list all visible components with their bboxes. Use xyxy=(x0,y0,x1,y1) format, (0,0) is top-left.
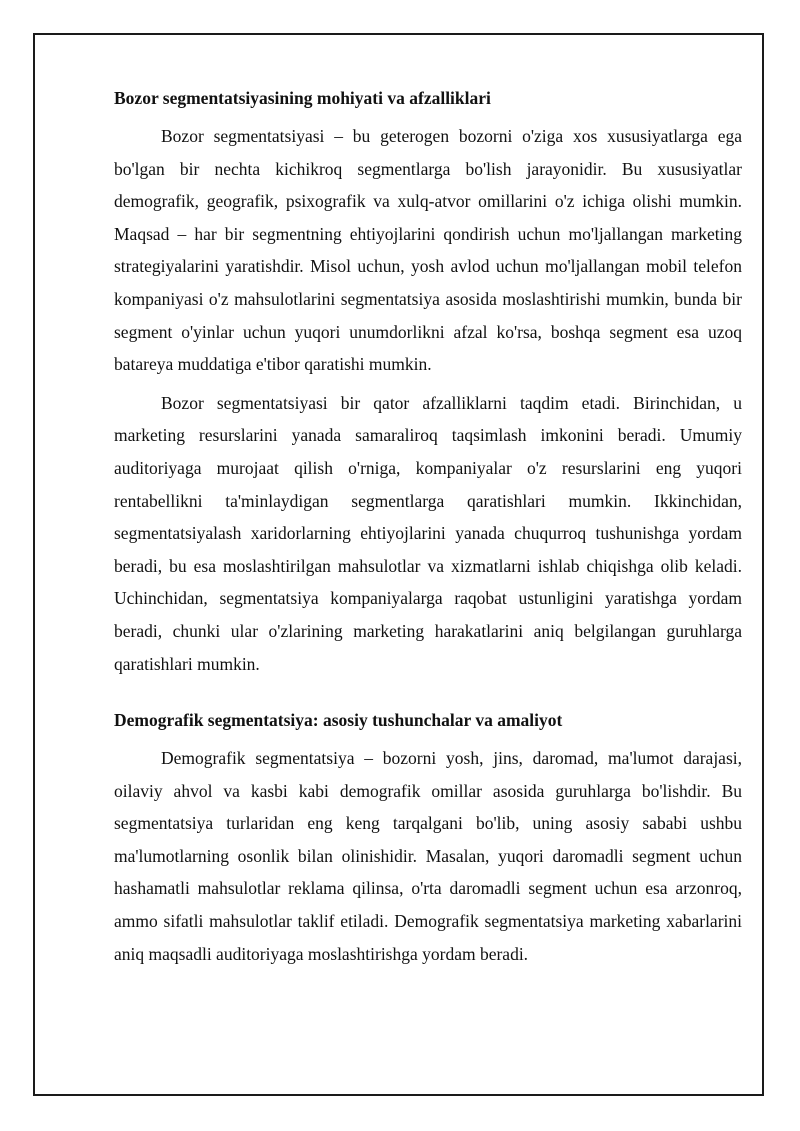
section-heading: Bozor segmentatsiyasining mohiyati va afzalliklari xyxy=(114,88,491,108)
paragraph: Demografik segmentatsiya – bozorni yosh, jins, daromad, ma'lumot darajasi, oilaviy ahvol va kasbi kabi demografik omillar asosida guruhlarga bo'lishdir. Bu segmentatsiya turlaridan eng keng tarqalgani bo'lib, uning asosiy sababi ushbu ma'lumotlarning osonlik bilan olinishidir. Masalan, yuqori daromadli segment uchun hashamatli mahsulotlar reklama qilinsa, o'rta daromadli segment uchun esa arzonroq, ammo sifatli mahsulotlar taklif etiladi. Demografik segmentatsiya marketing xabarlarini aniq maqsadli auditoriyaga moslashtirishga yordam beradi. xyxy=(114,748,742,964)
document-body xyxy=(114,86,742,970)
section-market-segmentation xyxy=(114,86,742,680)
section-demographic-segmentation xyxy=(114,708,742,970)
paragraph: Bozor segmentatsiyasi bir qator afzalliklarni taqdim etadi. Birinchidan, u marketing resurslarini yanada samaraliroq taqsimlash imkonini beradi. Umumiy auditoriyaga murojaat qilish o'rniga, kompaniyalar o'z resurslarini eng yuqori rentabellikni ta'minlaydigan segmentlarga qaratishlari mumkin. Ikkinchidan, segmentatsiyalash xaridorlarning ehtiyojlarini yanada chuqurroq tushunishga yordam beradi, bu esa moslashtirilgan mahsulotlar va xizmatlarni ishlab chiqishga olib keladi. Uchinchidan, segmentatsiya kompaniyalarga raqobat ustunligini yaratishga yordam beradi, chunki ular o'zlarining marketing harakatlarini aniq belgilangan guruhlarga qaratishlari mumkin. xyxy=(114,392,742,674)
paragraph: Bozor segmentatsiyasi – bu geterogen bozorni o'ziga xos xususiyatlarga ega bo'lgan bir nechta kichikroq segmentlarga bo'lish jarayonidir. Bu xususiyatlar demografik, geografik, psixografik va xulq-atvor omillarini o'z ichiga olishi mumkin. Maqsad – har bir segmentning ehtiyojlarini qondirish uchun mo'ljallangan marketing strategiyalarini yaratishdir. Misol uchun, yosh avlod uchun mo'ljallangan mobil telefon kompaniyasi o'z mahsulotlarini segmentatsiya asosida moslashtirishi mumkin, bunda bir segment o'yinlar uchun yuqori unumdorlikni afzal ko'rsa, boshqa segment esa uzoq batareya muddatiga e'tibor qaratishi mumkin. xyxy=(114,126,742,375)
section-heading: Demografik segmentatsiya: asosiy tushunchalar va amaliyot xyxy=(114,710,563,731)
